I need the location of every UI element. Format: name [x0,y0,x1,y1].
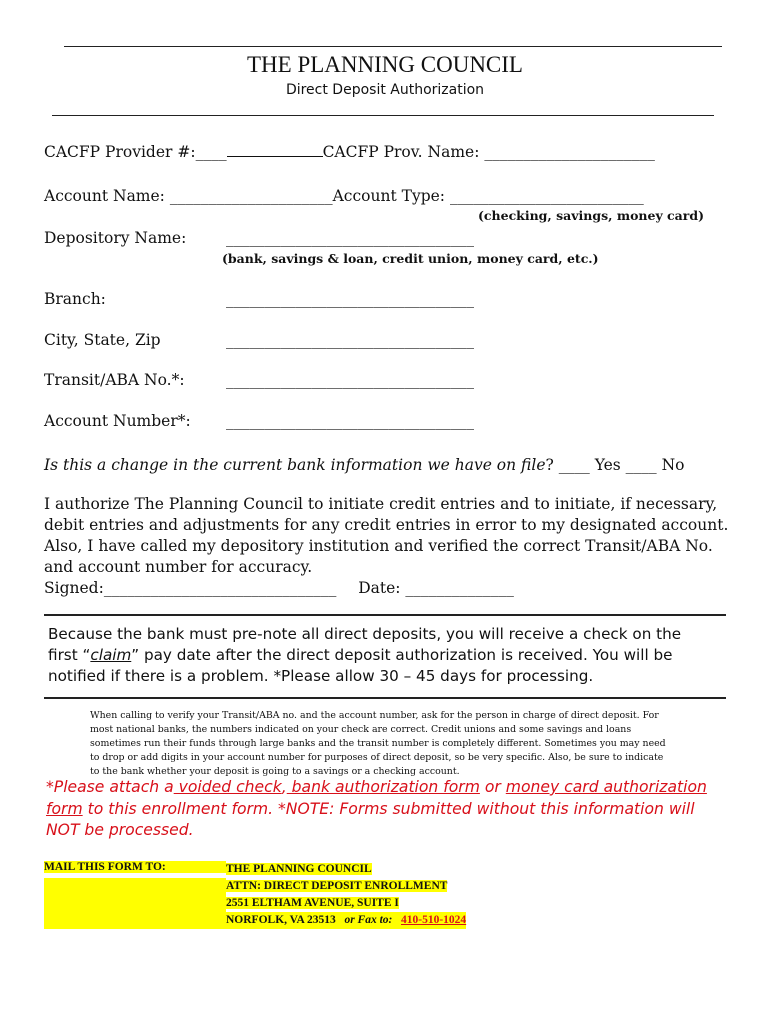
authorization-line: Also, I have called my depository institution and verified the correct Transit/ABA No. [44,537,713,555]
account-number-label: Account Number*: [44,412,191,430]
city-blank[interactable]: ________________________________ [226,331,474,349]
notice-text: first “ [48,646,91,664]
prenote-notice [48,624,681,687]
provider-number-blank[interactable]: ____ [195,143,227,161]
notice-line [48,645,681,666]
page-title: THE PLANNING COUNCIL [247,52,523,77]
notice-line: notified if there is a problem. *Please allow 30 – 45 days for processing. [48,667,594,685]
signature-row [44,578,728,599]
fine-print-line: sometimes run their funds through large banks and the transit number is completely different. Sometimes you may need [90,738,666,749]
attach-or: or [479,778,506,796]
depository-label: Depository Name: [44,229,187,247]
branch-blank[interactable]: ________________________________ [226,290,474,308]
depository-hint: (bank, savings & loan, credit union, money card, etc.) [222,251,599,266]
top-rule [64,46,722,47]
change-question-text: Is this a change in the current bank information we have on file [44,456,546,474]
provider-name-label: CACFP Prov. Name: [322,143,480,161]
authorization-line: and account number for accuracy. [44,558,313,576]
mail-highlight-fill [44,878,226,929]
attach-text: *Please attach a [46,778,174,796]
money-card-link-cont: form [46,799,83,818]
attach-note [46,777,707,842]
account-type-hint: (checking, savings, money card) [478,208,705,223]
notice-text: ” pay date after the direct deposit authorization is received. You will be [131,646,673,664]
account-type-label: Account Type: [332,187,446,205]
fine-print-line: When calling to verify your Transit/ABA no. and the account number, ask for the person in charge of direct deposit. For [90,710,659,721]
transit-label: Transit/ABA No.*: [44,371,185,389]
account-number-blank[interactable]: ________________________________ [226,412,474,430]
provider-name-blank[interactable]: ______________________ [484,143,655,161]
fine-print-line: to the bank whether your deposit is going to a savings or a checking account. [90,766,460,777]
mail-line: 2551 ELTHAM AVENUE, SUITE I [226,897,399,909]
no-option: No [661,456,685,474]
fine-print-line: most national banks, the numbers indicated on your check are correct. Credit unions and some savings and loans [90,724,632,735]
authorization-paragraph [44,494,728,599]
fax-number[interactable]: 410-510-1024 [400,914,467,926]
question-mark: ? [545,456,554,474]
voided-check-link: voided check [173,778,282,796]
attach-comma: , [281,778,287,796]
fine-print [90,709,666,779]
notice-top-rule [44,614,726,616]
signed-blank[interactable]: ______________________________ [103,579,337,597]
depository-blank[interactable]: ________________________________ [226,229,474,247]
money-card-link: money card authorization [505,778,707,796]
header-divider [52,115,714,116]
authorization-line: I authorize The Planning Council to initiate credit entries and to initiate, if necessary, [44,495,718,513]
mail-line: ATTN: DIRECT DEPOSIT ENROLLMENT [226,880,448,892]
city-label: City, State, Zip [44,331,161,349]
signed-label: Signed: [44,579,104,597]
yes-blank[interactable]: ____ [558,456,590,474]
fine-print-line: to drop or add digits in your account number for purposes of direct deposit, so be very specific. Also, be sure to indicate [90,752,664,763]
notice-line: Because the bank must pre-note all direct deposits, you will receive a check on the [48,625,682,643]
yes-option: Yes [594,456,621,474]
bank-authorization-link: bank authorization form [286,778,480,796]
change-question [44,456,685,474]
provider-number-fill[interactable] [227,142,323,157]
mail-address [226,861,466,929]
mail-line: NORFOLK, VA 23513 [226,914,336,926]
mail-line: THE PLANNING COUNCIL [226,863,372,875]
notice-bottom-rule [44,697,726,699]
no-blank[interactable]: ____ [625,456,657,474]
date-blank[interactable]: ______________ [405,579,514,597]
account-type-blank[interactable]: _________________________ [449,187,644,205]
provider-number-label: CACFP Provider #: [44,143,196,161]
mail-label: MAIL THIS FORM TO: [44,861,226,873]
date-label: Date: [358,579,401,597]
fax-label: or Fax to: [344,914,393,926]
authorization-line: debit entries and adjustments for any credit entries in error to my designated account. [44,516,729,534]
provider-row [44,142,655,161]
attach-text: NOT be processed. [46,821,194,839]
account-name-label: Account Name: [44,187,165,205]
page-subtitle: Direct Deposit Authorization [285,82,485,98]
attach-text: to this enrollment form. *NOTE: Forms submitted without this information will [82,799,695,818]
account-name-blank[interactable]: _____________________ [169,187,333,205]
claim-word: claim [90,646,132,664]
branch-label: Branch: [44,290,106,308]
transit-blank[interactable]: ________________________________ [226,371,474,389]
account-row [44,187,644,205]
